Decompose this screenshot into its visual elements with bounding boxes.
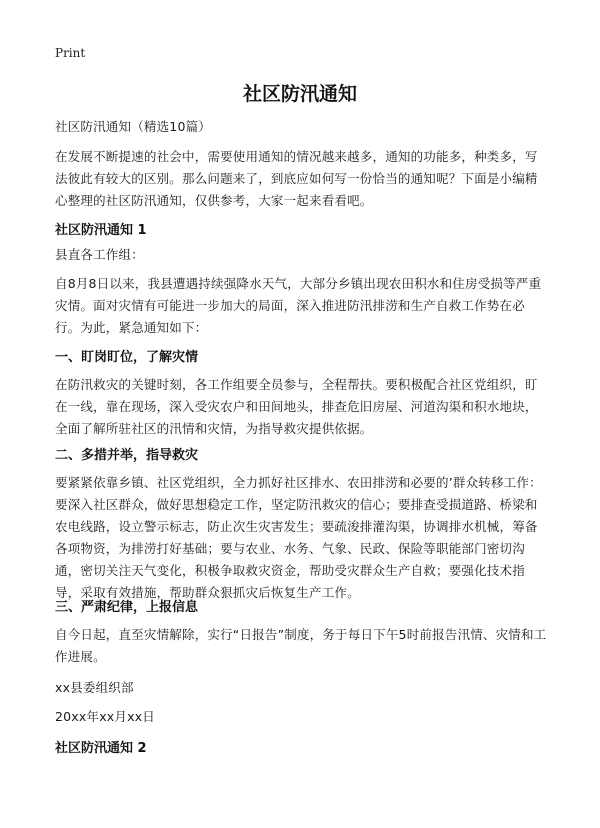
notice-1-paragraph: 自8月8日以来，我县遭遇持续强降水天气，大部分乡镇出现农田积水和住房受损等严重灾情。面对灾情有可能进一步加大的局面，深入推进防汛排涝和生产自救工作势在必行。为此，紧急通知如下：: [55, 276, 542, 335]
section-1-paragraph: 在防汛救灾的关键时刻，各工作组要全员参与，全程帮扶。要积极配合社区党组织，盯在一线，靠在现场，深入受灾农户和田间地头，排查危旧房屋、河道沟渠和积水地块，全面了解所驻社区的汛情和灾情，为指导救灾提供依据。: [55, 377, 538, 436]
section-2-heading: 二、多措并举，指导救灾: [55, 448, 199, 463]
signature-date: 20xx年xx月xx日: [55, 709, 155, 724]
notice-1-recipient: 县直各工作组：: [55, 247, 144, 262]
page-title: 社区防汛通知: [242, 83, 357, 105]
section-2-paragraph: 要紧紧依靠乡镇、社区党组织，全力抓好社区排水、农田排涝和必要的’群众转移工作：要深入社区群众，做好思想稳定工作，坚定防汛救灾的信心；要排查受损道路、桥梁和农电线路，设立警示标志，防止次生灾害发生；要疏浚排灌沟渠，协调排水机械，筹备各项物资，为排涝打好基础；要与农业、水务、气象、民政、保险等职能部门密切沟通，密切关注天气变化，积极争取救灾资金，帮助受灾群众生产自救；要强化技术指导，采取有效措施，帮助群众狠抓灾后恢复生产工作。: [55, 475, 542, 600]
signature-organization: xx县委组织部: [55, 680, 134, 695]
intro-paragraph: 在发展不断提速的社会中，需要使用通知的情况越来越多，通知的功能多，种类多，写法彼此有较大的区别。那么问题来了，到底应如何写一份恰当的通知呢？下面是小编精心整理的社区防汛通知，仅供参考，大家一起来看看吧。: [55, 149, 538, 208]
document-subtitle: 社区防汛通知（精选10篇）: [55, 119, 212, 134]
print-link[interactable]: Print: [55, 46, 86, 60]
notice-1-heading: 社区防汛通知 1: [55, 223, 147, 238]
notice-2-heading: 社区防汛通知 2: [55, 741, 147, 756]
section-3-paragraph: 自今日起，直至灾情解除，实行“日报告”制度，务于每日下午5时前报告汛情、灾情和工作进展。: [55, 627, 547, 664]
section-1-heading: 一、盯岗盯位，了解灾情: [55, 350, 199, 365]
section-3-heading: 三、严肃纪律，上报信息: [55, 600, 199, 615]
